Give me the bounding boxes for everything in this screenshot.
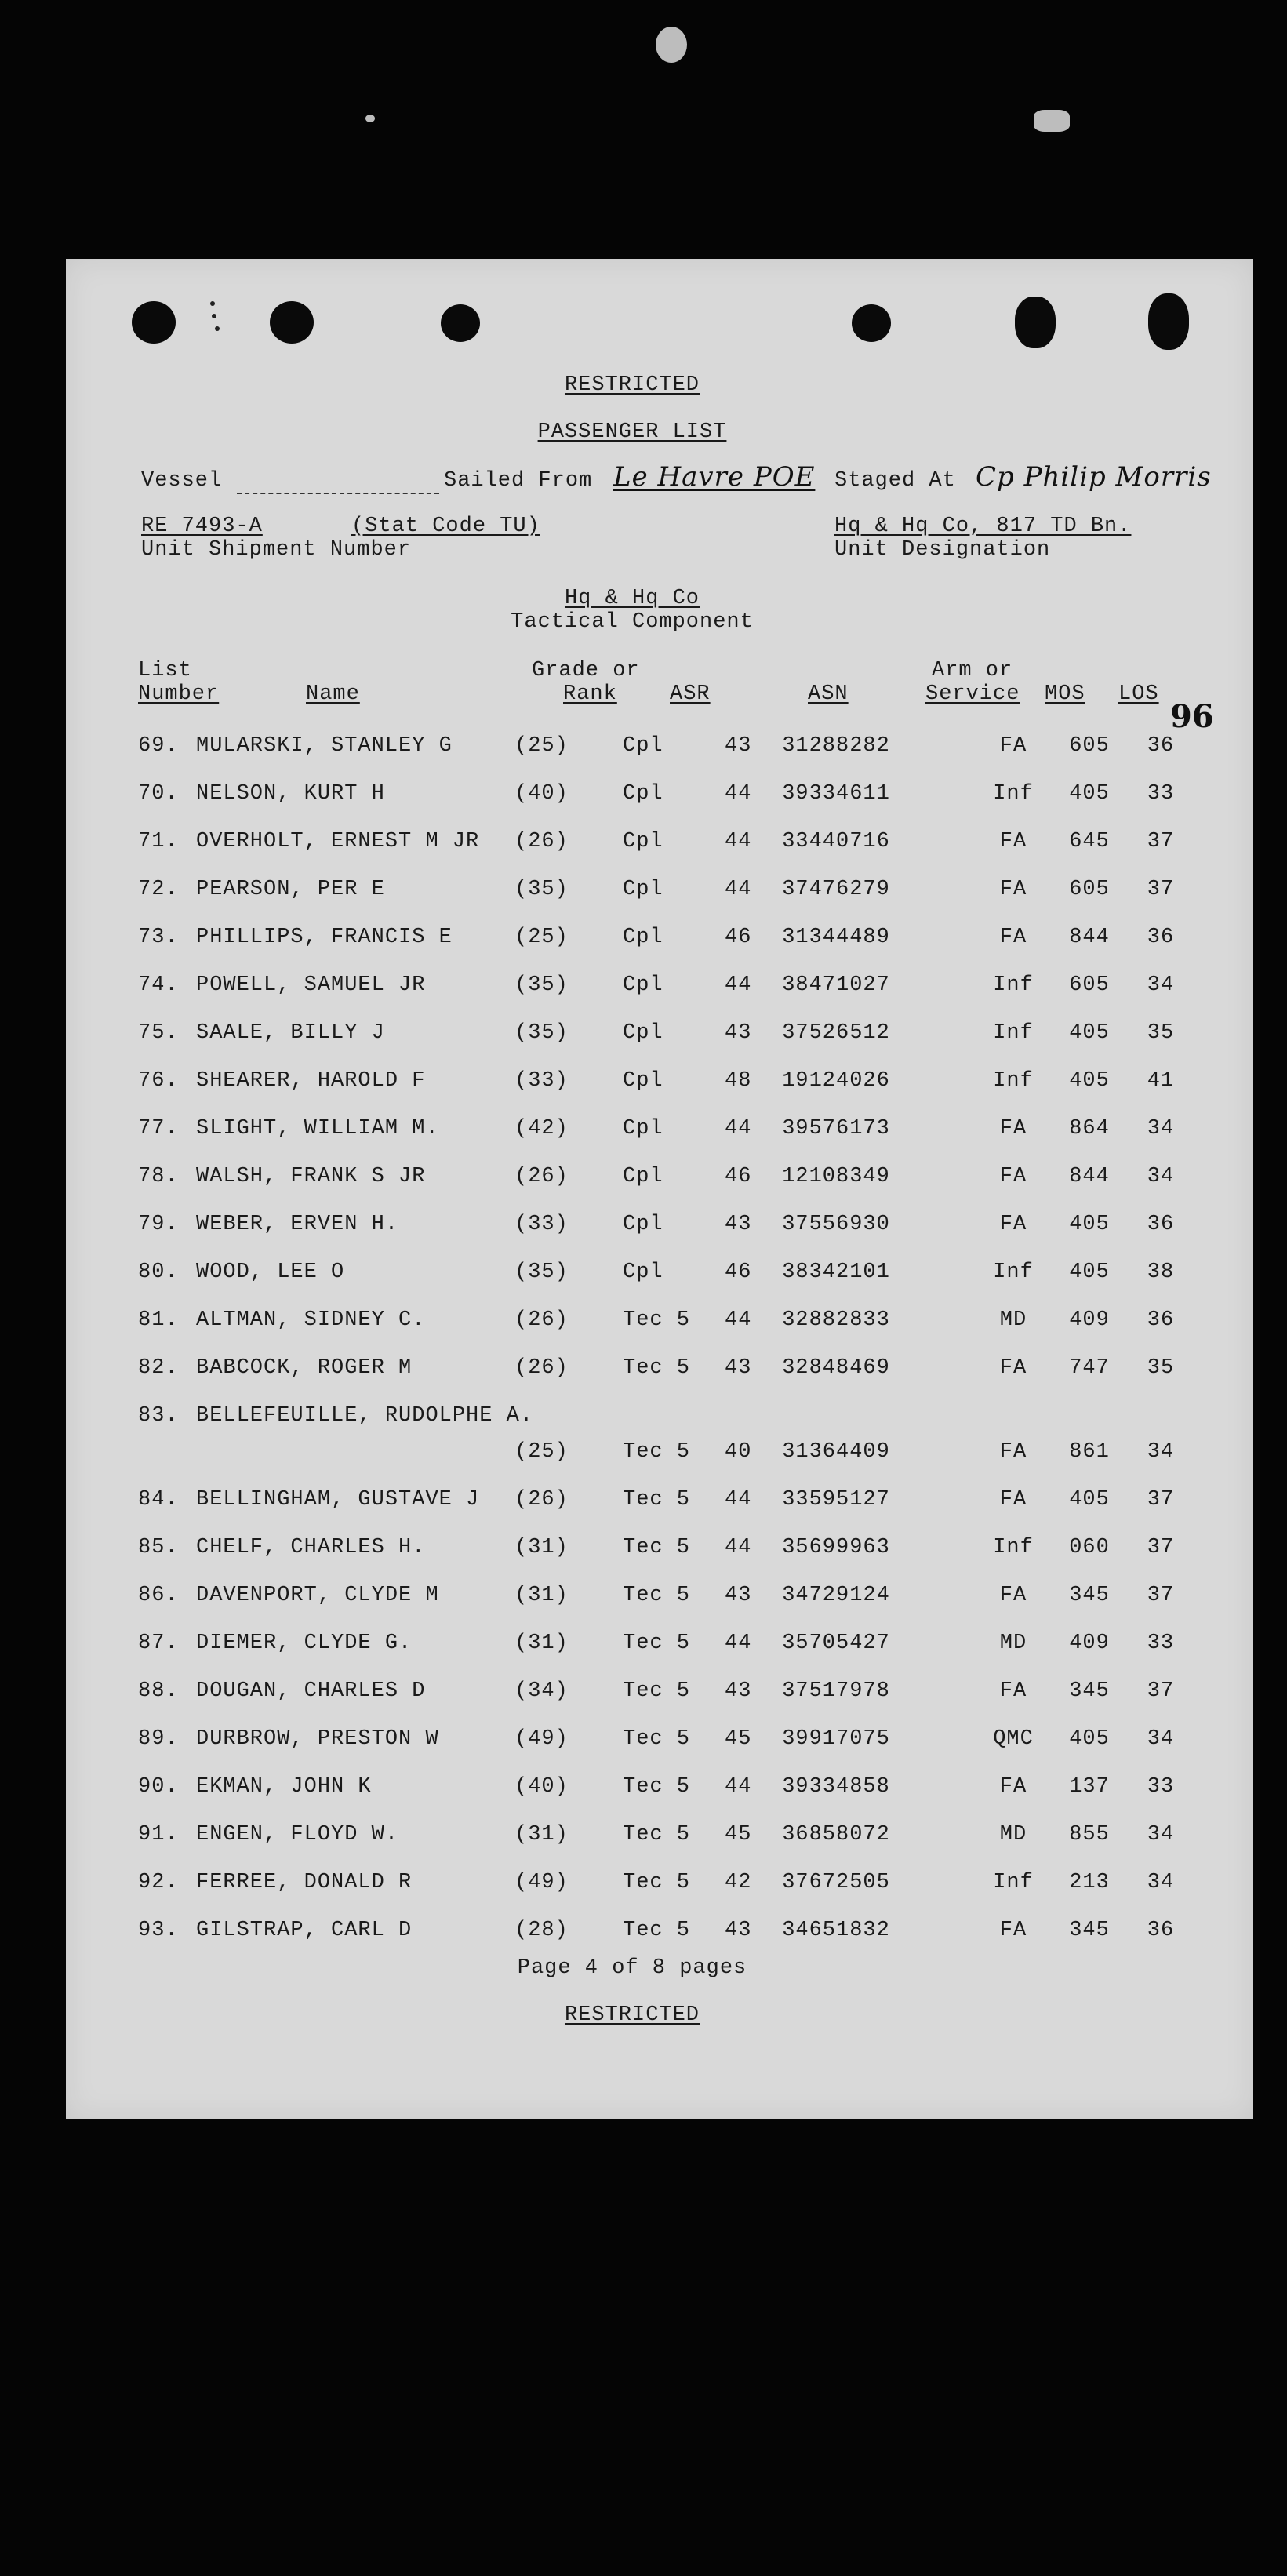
arm-service: FA (999, 1919, 1027, 1942)
asr-score: 43 (725, 1021, 752, 1045)
los-value: 34 (1147, 973, 1175, 997)
age: (26) (514, 1308, 569, 1332)
arm-service: FA (999, 1213, 1027, 1236)
mos-code: 405 (1069, 1488, 1110, 1512)
asr-score: 45 (725, 1727, 752, 1751)
punch-hole (441, 304, 480, 342)
los-value: 34 (1147, 1165, 1175, 1188)
asr-score: 44 (725, 1775, 752, 1799)
los-value: 33 (1147, 1632, 1175, 1655)
unit-designation-value: Hq & Hq Co, 817 TD Bn. (834, 515, 1132, 538)
arm-service: FA (999, 1775, 1027, 1799)
serial-number: 32882833 (782, 1308, 890, 1332)
arm-service: FA (999, 1488, 1027, 1512)
serial-number: 31364409 (782, 1440, 890, 1464)
age: (49) (514, 1727, 569, 1751)
passenger-name: PEARSON, PER E (196, 878, 385, 901)
asr-score: 46 (725, 926, 752, 949)
los-value: 35 (1147, 1356, 1175, 1380)
serial-number: 12108349 (782, 1165, 890, 1188)
arm-service: MD (999, 1823, 1027, 1846)
age: (28) (514, 1919, 569, 1942)
grade: Tec 5 (623, 1632, 691, 1655)
age: (26) (514, 1356, 569, 1380)
grade: Cpl (623, 782, 663, 806)
mos-code: 345 (1069, 1584, 1110, 1607)
serial-number: 36858072 (782, 1823, 890, 1846)
mos-code: 405 (1069, 1261, 1110, 1284)
grade: Tec 5 (623, 1536, 691, 1559)
los-value: 33 (1147, 1775, 1175, 1799)
vessel-blank (237, 493, 439, 494)
arm-service: FA (999, 1165, 1027, 1188)
grade: Cpl (623, 1261, 663, 1284)
mos-code: 605 (1069, 734, 1110, 758)
arm-service: Inf (993, 1069, 1034, 1093)
grade: Tec 5 (623, 1308, 691, 1332)
age: (26) (514, 1165, 569, 1188)
age: (35) (514, 1261, 569, 1284)
restricted-stamp-bottom: RESTRICTED (564, 2003, 700, 2027)
arm-service: FA (999, 926, 1027, 949)
passenger-name: POWELL, SAMUEL JR (196, 973, 426, 997)
los-value: 37 (1147, 1584, 1175, 1607)
mos-code: 844 (1069, 1165, 1110, 1188)
asr-score: 43 (725, 1919, 752, 1942)
col-list-number: Number (138, 682, 220, 706)
serial-number: 39334858 (782, 1775, 890, 1799)
grade: Cpl (623, 1165, 663, 1188)
los-value: 41 (1147, 1069, 1175, 1093)
age: (26) (514, 830, 569, 853)
age: (35) (514, 878, 569, 901)
serial-number: 37672505 (782, 1871, 890, 1894)
asr-score: 44 (725, 1536, 752, 1559)
table-row (66, 1632, 1253, 1663)
grade: Tec 5 (623, 1584, 691, 1607)
list-number: 77. (138, 1117, 179, 1141)
vessel-label: Vessel (141, 469, 223, 493)
speck (215, 326, 220, 331)
serial-number: 39334611 (782, 782, 890, 806)
col-mos: MOS (1045, 682, 1085, 706)
col-arm: Service (925, 682, 1020, 706)
arm-service: MD (999, 1308, 1027, 1332)
age: (49) (514, 1871, 569, 1894)
age: (25) (514, 926, 569, 949)
arm-service: FA (999, 1679, 1027, 1703)
mos-code: 864 (1069, 1117, 1110, 1141)
arm-service: Inf (993, 1261, 1034, 1284)
mos-code: 405 (1069, 782, 1110, 806)
table-row (66, 1775, 1253, 1806)
los-value: 38 (1147, 1261, 1175, 1284)
los-value: 35 (1147, 1021, 1175, 1045)
table-row (66, 1165, 1253, 1196)
serial-number: 34729124 (782, 1584, 890, 1607)
grade: Cpl (623, 878, 663, 901)
asr-score: 43 (725, 1356, 752, 1380)
passenger-name: WALSH, FRANK S JR (196, 1165, 426, 1188)
arm-service: QMC (993, 1727, 1034, 1751)
component-name: Hq & Hq Co (564, 587, 700, 610)
grade: Cpl (623, 1213, 663, 1236)
arm-service: FA (999, 878, 1027, 901)
arm-service: Inf (993, 1536, 1034, 1559)
table-row (66, 1727, 1253, 1759)
arm-service: Inf (993, 973, 1034, 997)
mos-code: 405 (1069, 1213, 1110, 1236)
age: (35) (514, 1021, 569, 1045)
passenger-name: BABCOCK, ROGER M (196, 1356, 413, 1380)
passenger-name: DURBROW, PRESTON W (196, 1727, 439, 1751)
shipment-number-label: Unit Shipment Number (141, 538, 412, 562)
serial-number: 31344489 (782, 926, 890, 949)
mos-code: 855 (1069, 1823, 1110, 1846)
col-name: Name (306, 682, 360, 706)
list-number: 79. (138, 1213, 179, 1236)
list-number: 72. (138, 878, 179, 901)
los-value: 36 (1147, 1919, 1175, 1942)
asr-score: 44 (725, 1632, 752, 1655)
col-asn: ASN (808, 682, 849, 706)
los-value: 37 (1147, 1679, 1175, 1703)
table-row (66, 973, 1253, 1005)
shipment-code: RE 7493-A (141, 515, 263, 538)
los-value: 34 (1147, 1117, 1175, 1141)
mos-code: 060 (1069, 1536, 1110, 1559)
table-row (66, 1069, 1253, 1101)
mos-code: 605 (1069, 878, 1110, 901)
asr-score: 44 (725, 1308, 752, 1332)
serial-number: 31288282 (782, 734, 890, 758)
passenger-name: DOUGAN, CHARLES D (196, 1679, 426, 1703)
staged-at-label: Staged At (834, 469, 956, 493)
passenger-name: WEBER, ERVEN H. (196, 1213, 399, 1236)
passenger-name: ENGEN, FLOYD W. (196, 1823, 399, 1846)
los-value: 34 (1147, 1727, 1175, 1751)
document-page (66, 259, 1253, 2119)
los-value: 36 (1147, 1213, 1175, 1236)
col-grade-top: Grade or (532, 659, 640, 682)
los-value: 36 (1147, 1308, 1175, 1332)
grade: Cpl (623, 1069, 663, 1093)
asr-score: 44 (725, 1488, 752, 1512)
table-row (66, 830, 1253, 861)
table-row (66, 1679, 1253, 1711)
serial-number: 37517978 (782, 1679, 890, 1703)
serial-number: 38471027 (782, 973, 890, 997)
mos-code: 137 (1069, 1775, 1110, 1799)
serial-number: 37526512 (782, 1021, 890, 1045)
los-value: 34 (1147, 1871, 1175, 1894)
punch-hole (1015, 297, 1056, 348)
document-title: PASSENGER LIST (537, 420, 727, 444)
list-number: 70. (138, 782, 179, 806)
serial-number: 35699963 (782, 1536, 890, 1559)
list-number: 86. (138, 1584, 179, 1607)
table-row (66, 1404, 1253, 1464)
los-value: 36 (1147, 926, 1175, 949)
list-number: 88. (138, 1679, 179, 1703)
punch-hole (132, 301, 176, 344)
grade: Tec 5 (623, 1727, 691, 1751)
col-arm-top: Arm or (932, 659, 1013, 682)
speck (210, 301, 215, 306)
asr-score: 43 (725, 734, 752, 758)
passenger-name: ALTMAN, SIDNEY C. (196, 1308, 426, 1332)
passenger-name: PHILLIPS, FRANCIS E (196, 926, 453, 949)
mos-code: 861 (1069, 1440, 1110, 1464)
los-value: 37 (1147, 1536, 1175, 1559)
list-number: 73. (138, 926, 179, 949)
passenger-name: WOOD, LEE O (196, 1261, 345, 1284)
scan-speck (1034, 110, 1070, 132)
los-value: 34 (1147, 1440, 1175, 1464)
grade: Tec 5 (623, 1356, 691, 1380)
serial-number: 33595127 (782, 1488, 890, 1512)
list-number: 76. (138, 1069, 179, 1093)
asr-score: 46 (725, 1165, 752, 1188)
list-number: 93. (138, 1919, 179, 1942)
table-row (66, 1356, 1253, 1388)
passenger-name: BELLEFEUILLE, RUDOLPHE A. (196, 1404, 534, 1428)
asr-score: 40 (725, 1440, 752, 1464)
list-number: 80. (138, 1261, 179, 1284)
asr-score: 44 (725, 1117, 752, 1141)
mos-code: 605 (1069, 973, 1110, 997)
asr-score: 42 (725, 1871, 752, 1894)
serial-number: 19124026 (782, 1069, 890, 1093)
age: (31) (514, 1632, 569, 1655)
mos-code: 405 (1069, 1727, 1110, 1751)
grade: Tec 5 (623, 1440, 691, 1464)
serial-number: 39576173 (782, 1117, 890, 1141)
asr-score: 44 (725, 782, 752, 806)
serial-number: 33440716 (782, 830, 890, 853)
passenger-name: BELLINGHAM, GUSTAVE J (196, 1488, 480, 1512)
passenger-name: EKMAN, JOHN K (196, 1775, 372, 1799)
asr-score: 44 (725, 973, 752, 997)
table-row (66, 1871, 1253, 1902)
page-footer: Page 4 of 8 pages (517, 1956, 747, 1980)
list-number: 84. (138, 1488, 179, 1512)
grade: Cpl (623, 973, 663, 997)
grade: Tec 5 (623, 1871, 691, 1894)
grade: Cpl (623, 1117, 663, 1141)
mos-code: 409 (1069, 1308, 1110, 1332)
table-row (66, 1021, 1253, 1053)
staged-at-value: Cp Philip Morris (976, 461, 1212, 493)
mos-code: 345 (1069, 1679, 1110, 1703)
age: (35) (514, 973, 569, 997)
serial-number: 39917075 (782, 1727, 890, 1751)
age: (42) (514, 1117, 569, 1141)
passenger-name: CHELF, CHARLES H. (196, 1536, 426, 1559)
component-label: Tactical Component (511, 610, 754, 634)
serial-number: 32848469 (782, 1356, 890, 1380)
table-row (66, 1536, 1253, 1567)
passenger-name: OVERHOLT, ERNEST M JR (196, 830, 480, 853)
speck (212, 314, 216, 318)
punch-hole (270, 301, 314, 344)
restricted-stamp-top: RESTRICTED (564, 373, 700, 397)
stat-code: (Stat Code TU) (351, 515, 540, 538)
list-number: 91. (138, 1823, 179, 1846)
mos-code: 405 (1069, 1069, 1110, 1093)
list-number: 69. (138, 734, 179, 758)
arm-service: Inf (993, 782, 1034, 806)
asr-score: 43 (725, 1584, 752, 1607)
age: (26) (514, 1488, 569, 1512)
asr-score: 44 (725, 878, 752, 901)
passenger-name: SHEARER, HAROLD F (196, 1069, 426, 1093)
list-number: 81. (138, 1308, 179, 1332)
mos-code: 405 (1069, 1021, 1110, 1045)
page-stamp-number: 96 (1170, 698, 1214, 735)
grade: Cpl (623, 734, 663, 758)
passenger-name: MULARSKI, STANLEY G (196, 734, 453, 758)
mos-code: 345 (1069, 1919, 1110, 1942)
asr-score: 45 (725, 1823, 752, 1846)
mos-code: 213 (1069, 1871, 1110, 1894)
arm-service: FA (999, 1440, 1027, 1464)
table-row (66, 1823, 1253, 1854)
passenger-name: DAVENPORT, CLYDE M (196, 1584, 439, 1607)
table-row (66, 1117, 1253, 1148)
los-value: 37 (1147, 830, 1175, 853)
list-number: 90. (138, 1775, 179, 1799)
sailed-from-value: Le Havre POE (613, 461, 816, 493)
age: (40) (514, 1775, 569, 1799)
table-row (66, 1919, 1253, 1950)
passenger-name: GILSTRAP, CARL D (196, 1919, 413, 1942)
asr-score: 43 (725, 1679, 752, 1703)
grade: Cpl (623, 1021, 663, 1045)
scan-speck (365, 115, 375, 122)
asr-score: 43 (725, 1213, 752, 1236)
list-number: 82. (138, 1356, 179, 1380)
punch-hole (852, 304, 891, 342)
table-row (66, 926, 1253, 957)
grade: Tec 5 (623, 1679, 691, 1703)
age: (25) (514, 1440, 569, 1464)
passenger-name: FERREE, DONALD R (196, 1871, 413, 1894)
arm-service: FA (999, 830, 1027, 853)
list-number: 83. (138, 1404, 179, 1428)
table-row (66, 782, 1253, 813)
grade: Tec 5 (623, 1823, 691, 1846)
list-number: 92. (138, 1871, 179, 1894)
serial-number: 37476279 (782, 878, 890, 901)
grade: Cpl (623, 926, 663, 949)
list-number: 89. (138, 1727, 179, 1751)
asr-score: 46 (725, 1261, 752, 1284)
passenger-name: SAALE, BILLY J (196, 1021, 385, 1045)
age: (25) (514, 734, 569, 758)
los-value: 36 (1147, 734, 1175, 758)
arm-service: Inf (993, 1871, 1034, 1894)
serial-number: 37556930 (782, 1213, 890, 1236)
table-row (66, 878, 1253, 909)
serial-number: 35705427 (782, 1632, 890, 1655)
age: (40) (514, 782, 569, 806)
col-los: LOS (1118, 682, 1159, 706)
age: (31) (514, 1536, 569, 1559)
grade: Cpl (623, 830, 663, 853)
grade: Tec 5 (623, 1919, 691, 1942)
los-value: 33 (1147, 782, 1175, 806)
table-row (66, 1308, 1253, 1340)
asr-score: 48 (725, 1069, 752, 1093)
arm-service: FA (999, 1117, 1027, 1141)
col-list-number-top: List (138, 659, 192, 682)
list-number: 85. (138, 1536, 179, 1559)
scan-speck (656, 27, 687, 63)
list-number: 87. (138, 1632, 179, 1655)
arm-service: FA (999, 1584, 1027, 1607)
passenger-name: DIEMER, CLYDE G. (196, 1632, 413, 1655)
col-grade: Rank (563, 682, 617, 706)
list-number: 75. (138, 1021, 179, 1045)
arm-service: FA (999, 734, 1027, 758)
los-value: 37 (1147, 1488, 1175, 1512)
serial-number: 34651832 (782, 1919, 890, 1942)
table-row (66, 1213, 1253, 1244)
mos-code: 747 (1069, 1356, 1110, 1380)
passenger-name: NELSON, KURT H (196, 782, 385, 806)
table-row (66, 1261, 1253, 1292)
table-row (66, 1584, 1253, 1615)
table-row (66, 734, 1253, 766)
los-value: 37 (1147, 878, 1175, 901)
serial-number: 38342101 (782, 1261, 890, 1284)
mos-code: 645 (1069, 830, 1110, 853)
sailed-from-label: Sailed From (444, 469, 593, 493)
table-row (66, 1488, 1253, 1519)
mos-code: 844 (1069, 926, 1110, 949)
grade: Tec 5 (623, 1775, 691, 1799)
mos-code: 409 (1069, 1632, 1110, 1655)
col-asr: ASR (670, 682, 711, 706)
los-value: 34 (1147, 1823, 1175, 1846)
unit-designation-label: Unit Designation (834, 538, 1051, 562)
age: (31) (514, 1823, 569, 1846)
asr-score: 44 (725, 830, 752, 853)
passenger-name: SLIGHT, WILLIAM M. (196, 1117, 439, 1141)
list-number: 78. (138, 1165, 179, 1188)
list-number: 74. (138, 973, 179, 997)
age: (33) (514, 1069, 569, 1093)
arm-service: Inf (993, 1021, 1034, 1045)
age: (33) (514, 1213, 569, 1236)
age: (31) (514, 1584, 569, 1607)
arm-service: MD (999, 1632, 1027, 1655)
age: (34) (514, 1679, 569, 1703)
arm-service: FA (999, 1356, 1027, 1380)
list-number: 71. (138, 830, 179, 853)
grade: Tec 5 (623, 1488, 691, 1512)
punch-hole (1148, 293, 1189, 350)
